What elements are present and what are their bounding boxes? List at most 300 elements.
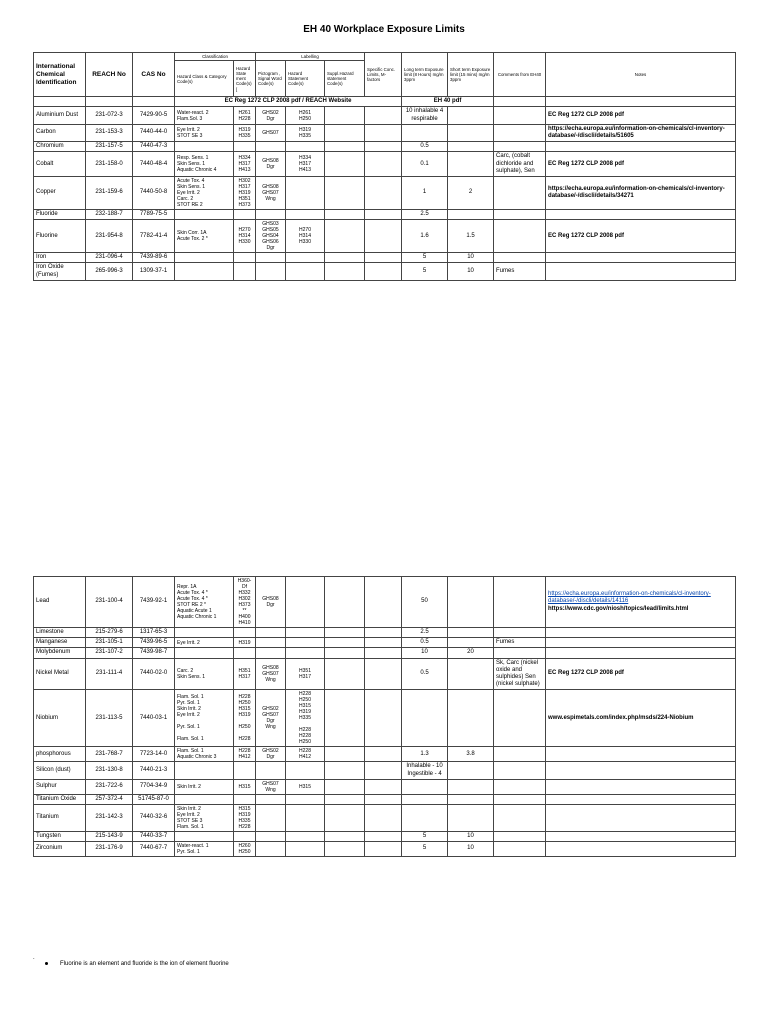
- cas-no: 7440-33-7: [133, 831, 175, 841]
- hazard-class: [175, 690, 234, 747]
- hazard-statement-line: H400: [238, 614, 251, 620]
- header-labelling: Labelling: [256, 53, 365, 61]
- comments: Carc, (cobalt dichloride and sulphate), Sen: [494, 152, 546, 177]
- chemical-name: Lead: [34, 577, 86, 628]
- pictogram-line: GHS02: [262, 748, 279, 755]
- cas-no: 7440-02-0: [133, 658, 175, 690]
- label-statement-line: H270: [299, 227, 311, 234]
- notes: [546, 142, 736, 152]
- label-statement-line: H250: [299, 697, 311, 704]
- label-statement: [286, 577, 325, 628]
- hazard-class: [175, 831, 234, 841]
- label-statement-line: H250: [299, 115, 311, 122]
- chemical-name: Nickel Metal: [34, 658, 86, 690]
- header-comments: Comments from EH40: [494, 53, 546, 97]
- label-statement-line: H317: [299, 161, 311, 168]
- hazard-class-line: Eye Irrit. 2: [177, 639, 200, 646]
- short-term-limit: 20: [448, 648, 494, 658]
- long-term-limit: Inhalable - 10 Ingestible - 4: [402, 762, 448, 779]
- hazard-statement-line: H228: [238, 694, 251, 701]
- notes: [546, 107, 736, 124]
- label-statement-line: H228: [299, 748, 311, 755]
- pictogram: [256, 152, 286, 177]
- hazard-class: [175, 628, 234, 638]
- source-label-left: EC Reg 1272 CLP 2008 pdf / REACH Website: [175, 97, 402, 107]
- hazard-class-line: Acute Tox. 2 *: [177, 236, 208, 243]
- label-statement: [286, 107, 325, 124]
- specific-conc: [365, 831, 402, 841]
- pictogram-line: GHS07: [262, 130, 279, 137]
- pictogram: [256, 794, 286, 804]
- reach-no: 231-113-5: [86, 690, 133, 747]
- suppl-statement: [325, 831, 365, 841]
- notes: [546, 762, 736, 779]
- suppl-statement: [325, 762, 365, 779]
- hazard-statement: [234, 794, 256, 804]
- hazard-class: [175, 107, 234, 124]
- hazard-class-line: Pyr. Sol. 1: [177, 849, 200, 856]
- hazard-class: [175, 779, 234, 794]
- short-term-limit: [448, 124, 494, 141]
- label-statement: [286, 263, 325, 280]
- notes: [546, 638, 736, 648]
- chemical-name: Molybdenum: [34, 648, 86, 658]
- pictogram: [256, 142, 286, 152]
- chemical-name: Manganese: [34, 638, 86, 648]
- hazard-statement-line: H250: [238, 700, 251, 707]
- comments: [494, 220, 546, 253]
- suppl-statement: [325, 690, 365, 747]
- label-statement-line: H250: [299, 739, 311, 746]
- specific-conc: [365, 762, 402, 779]
- hazard-statement-line: H319: [238, 127, 251, 134]
- header-pictogram: Pictogram , Signal Word Code(s): [256, 61, 286, 97]
- source-label-right: EH 40 pdf: [402, 97, 494, 107]
- hazard-class: [175, 804, 234, 831]
- hazard-statement: [234, 648, 256, 658]
- chemical-name: Silicon (dust): [34, 762, 86, 779]
- reach-no: 231-130-8: [86, 762, 133, 779]
- specific-conc: [365, 124, 402, 141]
- table-row: [34, 142, 736, 152]
- specific-conc: [365, 779, 402, 794]
- pictogram-line: GHS08: [262, 596, 279, 602]
- cas-no: 51745-87-0: [133, 794, 175, 804]
- notes: [546, 794, 736, 804]
- label-statement-line: H317: [299, 673, 311, 680]
- hazard-class: [175, 253, 234, 263]
- notes: [546, 658, 736, 690]
- notes: [546, 176, 736, 209]
- long-term-limit: 5: [402, 831, 448, 841]
- hazard-class-line: Pyr. Sol. 1: [177, 700, 200, 707]
- label-statement-line: H315: [299, 783, 311, 790]
- label-statement-line: H334: [299, 155, 311, 162]
- hazard-statement-line: H330: [238, 239, 251, 246]
- table-row: [34, 263, 736, 280]
- cas-no: 1309-37-1: [133, 263, 175, 280]
- short-term-limit: [448, 209, 494, 219]
- header-label-statement: Hazard Statement Code(s): [286, 61, 325, 97]
- notes-text: EC Reg 1272 CLP 2008 pdf: [548, 160, 624, 167]
- comments: [494, 762, 546, 779]
- label-statement: [286, 842, 325, 857]
- cas-no: 7439-98-7: [133, 648, 175, 658]
- hazard-class-line: Flam. Sol. 1: [177, 736, 204, 743]
- header-chemical-name: International Chemical Identification: [34, 53, 86, 97]
- short-term-limit: [448, 628, 494, 638]
- hazard-class-line: STOT SE 3: [177, 817, 203, 824]
- chemical-name: Niobium: [34, 690, 86, 747]
- notes: [546, 804, 736, 831]
- hazard-class: [175, 577, 234, 628]
- hazard-class-line: Flam.Sol. 3: [177, 115, 203, 122]
- notes: [546, 253, 736, 263]
- label-statement-line: H228: [299, 727, 311, 734]
- notes: [546, 747, 736, 762]
- pictogram: [256, 209, 286, 219]
- pictogram: [256, 176, 286, 209]
- hazard-statement: [234, 577, 256, 628]
- suppl-statement: [325, 124, 365, 141]
- chemical-name: Iron: [34, 253, 86, 263]
- hazard-class: [175, 220, 234, 253]
- reach-no: 215-279-6: [86, 628, 133, 638]
- hazard-statement: [234, 107, 256, 124]
- notes-text: https://echa.europa.eu/information-on-chemicals/cl-inventory-database/-/discli/details/34271: [548, 185, 725, 199]
- reach-no: 231-954-8: [86, 220, 133, 253]
- cas-no: 1317-65-3: [133, 628, 175, 638]
- chemical-name: Tungsten: [34, 831, 86, 841]
- notes: [546, 648, 736, 658]
- pictogram-line: GHS06: [262, 239, 279, 246]
- short-term-limit: [448, 577, 494, 628]
- notes: [546, 779, 736, 794]
- chemical-name: Fluoride: [34, 209, 86, 219]
- chemical-name: Cobalt: [34, 152, 86, 177]
- pictogram: [256, 804, 286, 831]
- short-term-limit: [448, 804, 494, 831]
- comments: [494, 142, 546, 152]
- hazard-class-line: Skin Irrit. 2: [177, 805, 201, 812]
- short-term-limit: [448, 658, 494, 690]
- cas-no: 7440-67-7: [133, 842, 175, 857]
- hazard-statement: [234, 658, 256, 690]
- long-term-limit: 0.5: [402, 142, 448, 152]
- cas-no: 7440-32-6: [133, 804, 175, 831]
- reach-no: 215-143-9: [86, 831, 133, 841]
- table-row: [34, 107, 736, 124]
- notes: [546, 577, 736, 628]
- hazard-statement-line: H373: [238, 201, 251, 208]
- specific-conc: [365, 638, 402, 648]
- specific-conc: [365, 107, 402, 124]
- hazard-statement-line: H412: [238, 754, 251, 761]
- comments: [494, 253, 546, 263]
- long-term-limit: 10 inhalable 4 respirable: [402, 107, 448, 124]
- hazard-statement: [234, 209, 256, 219]
- label-statement-line: H335: [299, 715, 311, 722]
- hazard-statement-line: H314: [238, 233, 251, 240]
- hazard-statement: [234, 779, 256, 794]
- cas-no: 7704-34-9: [133, 779, 175, 794]
- chemical-name: Iron Oxide (Fumes): [34, 263, 86, 280]
- specific-conc: [365, 142, 402, 152]
- hazard-class-line: Eye Irrit. 2: [177, 712, 200, 719]
- hazard-statement: [234, 690, 256, 747]
- short-term-limit: 3.8: [448, 747, 494, 762]
- hazard-class: [175, 263, 234, 280]
- cas-no: 7429-90-5: [133, 107, 175, 124]
- notes-link[interactable]: https://echa.europa.eu/information-on-chemicals/cl-inventory-database/-/discli/details/14116: [548, 591, 711, 605]
- hazard-statement-line: H261: [238, 109, 251, 116]
- short-term-limit: [448, 152, 494, 177]
- hazard-class: [175, 658, 234, 690]
- header-short-term: Short term Exposure limit (15 mins) mg/m 3ppm: [448, 53, 494, 97]
- header-classification: Classification: [175, 53, 256, 61]
- hazard-class-line: Aquatic Chronic 4: [177, 167, 217, 174]
- hazard-statement: [234, 842, 256, 857]
- label-statement: [286, 176, 325, 209]
- pictogram-line: GHS05: [262, 227, 279, 234]
- label-statement: [286, 747, 325, 762]
- pictogram-line: GHS02: [262, 109, 279, 116]
- suppl-statement: [325, 794, 365, 804]
- hazard-statement-line: H228: [238, 736, 251, 743]
- label-statement: [286, 648, 325, 658]
- table-row: [34, 747, 736, 762]
- hazard-class-line: Aquatic Acute 1: [177, 608, 212, 614]
- label-statement-line: H330: [299, 239, 311, 246]
- hazard-class-line: Eye Irrit. 2: [177, 127, 200, 134]
- hazard-class: [175, 176, 234, 209]
- label-statement: [286, 658, 325, 690]
- label-statement-line: H315: [299, 703, 311, 710]
- suppl-statement: [325, 577, 365, 628]
- hazard-statement-line: H270: [238, 227, 251, 234]
- pictogram: [256, 263, 286, 280]
- chemical-name: Copper: [34, 176, 86, 209]
- label-statement: [286, 638, 325, 648]
- specific-conc: [365, 577, 402, 628]
- cas-no: 7723-14-0: [133, 747, 175, 762]
- hazard-class-line: STOT RE 2: [177, 201, 203, 208]
- specific-conc: [365, 209, 402, 219]
- specific-conc: [365, 152, 402, 177]
- reach-no: 232-188-7: [86, 209, 133, 219]
- label-statement: [286, 124, 325, 141]
- header-reach-no: REACH No: [86, 53, 133, 97]
- pictogram-line: Dgr: [266, 602, 275, 608]
- pictogram: [256, 577, 286, 628]
- comments: [494, 648, 546, 658]
- short-term-limit: [448, 142, 494, 152]
- label-statement: [286, 831, 325, 841]
- chemical-name: Chromium: [34, 142, 86, 152]
- long-term-limit: [402, 124, 448, 141]
- pictogram: [256, 220, 286, 253]
- suppl-statement: [325, 638, 365, 648]
- label-statement: [286, 628, 325, 638]
- reach-no: 231-072-3: [86, 107, 133, 124]
- hazard-statement: [234, 253, 256, 263]
- short-term-limit: 10: [448, 263, 494, 280]
- hazard-statement-line: H351: [238, 195, 251, 202]
- pictogram: [256, 253, 286, 263]
- hazard-statement-line: H228: [238, 748, 251, 755]
- chemical-name: Titanium Oxide: [34, 794, 86, 804]
- long-term-limit: 5: [402, 263, 448, 280]
- notes: [546, 152, 736, 177]
- hazard-statement-line: H315: [238, 783, 251, 790]
- label-statement-line: H261: [299, 109, 311, 116]
- long-term-limit: 1: [402, 176, 448, 209]
- reach-no: 231-768-7: [86, 747, 133, 762]
- suppl-statement: [325, 648, 365, 658]
- hazard-statement-line: H250: [238, 849, 251, 856]
- hazard-class-line: Carc. 2: [177, 195, 194, 202]
- pictogram-line: GHS04: [262, 233, 279, 240]
- hazard-class-line: Eye Irrit. 2: [177, 189, 200, 196]
- hazard-statement: [234, 747, 256, 762]
- hazard-class-line: Resp. Sens. 1: [177, 155, 209, 162]
- specific-conc: [365, 842, 402, 857]
- cas-no: 7440-03-1: [133, 690, 175, 747]
- label-statement-line: H228: [299, 691, 311, 698]
- cas-no: 7439-96-5: [133, 638, 175, 648]
- pictogram: [256, 747, 286, 762]
- hazard-statement-line: H317: [238, 161, 251, 168]
- label-statement: [286, 220, 325, 253]
- hazard-class-line: Skin Corr. 1A: [177, 230, 207, 237]
- short-term-limit: [448, 794, 494, 804]
- chemical-name: Carbon: [34, 124, 86, 141]
- hazard-statement: [234, 804, 256, 831]
- notes-text: www.espimetals.com/index.php/msds/224-Niobium: [548, 714, 694, 721]
- hazard-statement: [234, 220, 256, 253]
- notes: [546, 220, 736, 253]
- pictogram-line: Dgr: [266, 718, 275, 725]
- hazard-class-line: Aquatic Chronic 3: [177, 754, 217, 761]
- reach-no: 231-159-6: [86, 176, 133, 209]
- reach-no: 231-158-0: [86, 152, 133, 177]
- long-term-limit: 1.6: [402, 220, 448, 253]
- table-row: [34, 638, 736, 648]
- hazard-class-line: Skin Sens. 1: [177, 161, 206, 168]
- suppl-statement: [325, 152, 365, 177]
- long-term-limit: 1.3: [402, 747, 448, 762]
- specific-conc: [365, 747, 402, 762]
- long-term-limit: [402, 804, 448, 831]
- comments: [494, 794, 546, 804]
- pictogram-line: Dgr: [266, 164, 275, 171]
- cas-no: 7439-89-6: [133, 253, 175, 263]
- pictogram-line: GHS08: [262, 183, 279, 190]
- chemical-name: Aluminium Dust: [34, 107, 86, 124]
- comments: [494, 628, 546, 638]
- suppl-statement: [325, 253, 365, 263]
- hazard-class: [175, 747, 234, 762]
- bullet-icon: [45, 962, 48, 965]
- reach-no: 231-107-2: [86, 648, 133, 658]
- hazard-statement-line: H319: [238, 811, 251, 818]
- pictogram: [256, 779, 286, 794]
- short-term-limit: 10: [448, 831, 494, 841]
- hazard-class: [175, 124, 234, 141]
- short-term-limit: [448, 638, 494, 648]
- hazard-statement: [234, 142, 256, 152]
- reach-no: 265-996-3: [86, 263, 133, 280]
- header-long-term: Long term Exposure limit (8 Hours) mg/m 3ppm: [402, 53, 448, 97]
- hazard-class: [175, 209, 234, 219]
- hazard-class-line: Pyr. Sol. 1: [177, 724, 200, 731]
- pictogram-line: GHS02: [262, 706, 279, 713]
- long-term-limit: 50: [402, 577, 448, 628]
- cas-no: 7440-50-8: [133, 176, 175, 209]
- hazard-statement: [234, 124, 256, 141]
- table-row: [34, 253, 736, 263]
- hazard-statement-line: H360-Df: [237, 578, 252, 590]
- chemical-name: Sulphur: [34, 779, 86, 794]
- table-row: [34, 794, 736, 804]
- table-row: [34, 762, 736, 779]
- pictogram-line: Wng: [265, 195, 276, 202]
- long-term-limit: 5: [402, 842, 448, 857]
- pictogram: [256, 648, 286, 658]
- long-term-limit: 2.5: [402, 209, 448, 219]
- notes: [546, 690, 736, 747]
- pictogram: [256, 762, 286, 779]
- specific-conc: [365, 648, 402, 658]
- suppl-statement: [325, 107, 365, 124]
- suppl-statement: [325, 220, 365, 253]
- hazard-statement-line: H334: [238, 155, 251, 162]
- header-hazard-statement: Hazard State ment Code(s) [: [234, 61, 256, 97]
- hazard-statement-line: H260: [238, 843, 251, 850]
- pictogram: [256, 124, 286, 141]
- exposure-table-bottom: [33, 576, 736, 857]
- short-term-limit: [448, 107, 494, 124]
- label-statement-line: H412: [299, 754, 311, 761]
- long-term-limit: 0.5: [402, 658, 448, 690]
- notes: [546, 263, 736, 280]
- short-term-limit: 2: [448, 176, 494, 209]
- specific-conc: [365, 794, 402, 804]
- label-statement-line: H413: [299, 167, 311, 174]
- notes: [546, 124, 736, 141]
- hazard-class: [175, 762, 234, 779]
- label-statement-line: H351: [299, 667, 311, 674]
- comments: [494, 577, 546, 628]
- cas-no: 7440-21-3: [133, 762, 175, 779]
- hazard-class-line: Skin Irrit. 2: [177, 706, 201, 713]
- suppl-statement: [325, 804, 365, 831]
- short-term-limit: [448, 690, 494, 747]
- label-statement-line: H228: [299, 733, 311, 740]
- reach-no: 257-372-4: [86, 794, 133, 804]
- specific-conc: [365, 263, 402, 280]
- suppl-statement: [325, 842, 365, 857]
- hazard-class-line: STOT RE 2 *: [177, 602, 206, 608]
- label-statement-line: H319: [299, 709, 311, 716]
- pictogram-line: Wng: [265, 676, 276, 683]
- hazard-statement-line: H228: [238, 115, 251, 122]
- hazard-class-line: Carc. 2: [177, 667, 194, 674]
- hazard-statement: [234, 263, 256, 280]
- hazard-class-line: Aquatic Chronic 1: [177, 614, 217, 620]
- table-row: [34, 209, 736, 219]
- long-term-limit: 0.1: [402, 152, 448, 177]
